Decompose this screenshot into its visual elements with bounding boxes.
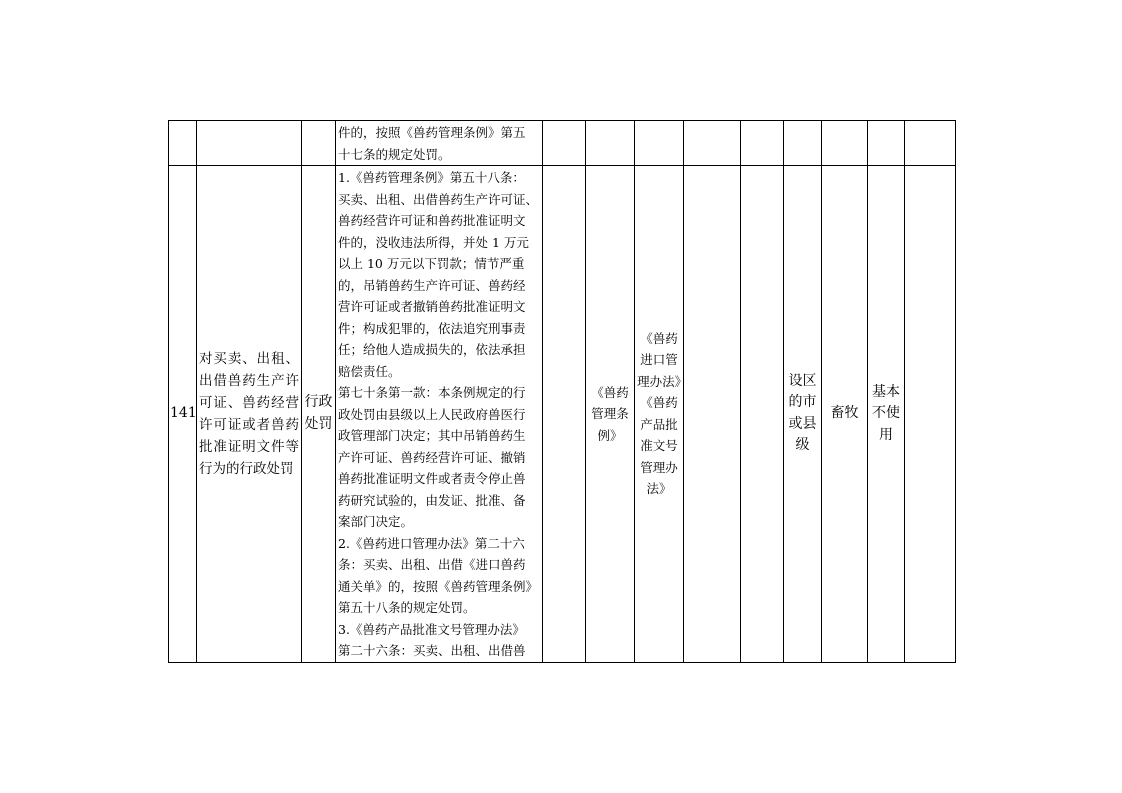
cell-empty (741, 166, 784, 663)
cell-usage: 基本不使用 (868, 166, 905, 663)
cell-department: 畜牧 (822, 166, 868, 663)
table-row-141 (169, 166, 956, 663)
cell-empty (905, 121, 956, 166)
basis-line: 兽药批准证明文件或者责令停止兽 (338, 471, 526, 486)
cell-category: 行政处罚 (302, 166, 336, 663)
basis-line: 1.《兽药管理条例》第五十八条： (338, 170, 525, 185)
basis-line: 第五十八条的规定处罚。 (338, 600, 476, 615)
basis-line: 件的，没收违法所得，并处 1 万元 (338, 234, 529, 250)
cell-empty (784, 121, 822, 166)
cell-empty (822, 121, 868, 166)
basis-line: 案部门决定。 (338, 514, 414, 529)
cell-empty (543, 121, 586, 166)
basis-line: 药研究试验的，由发证、批准、备 (338, 492, 526, 508)
cell-basis-continued (336, 121, 543, 166)
basis-line: 任；给他人造成损失的，依法承担 (338, 342, 526, 357)
cell-rules: 《兽药进口管理办法》《兽药产品批准文号管理办法》 (635, 166, 684, 663)
table-row-continued (169, 121, 956, 166)
cell-law: 《兽药管理条例》 (586, 166, 635, 663)
cell-empty (905, 166, 956, 663)
basis-line: 2.《兽药进口管理办法》第二十六 (338, 535, 525, 551)
basis-line: 产许可证、兽药经营许可证、撤销 (338, 449, 526, 465)
cell-empty (635, 121, 684, 166)
basis-line: 十七条的规定处罚。 (338, 146, 451, 162)
basis-line: 以上 10 万元以下罚款；情节严重 (338, 256, 525, 271)
basis-line: 条：买卖、出租、出借《进口兽药 (338, 557, 526, 572)
cell-level: 设区的市或县级 (784, 166, 822, 663)
enforcement-table (168, 120, 956, 663)
basis-line: 营许可证或者撤销兽药批准证明文 (338, 299, 526, 314)
basis-line: 3.《兽药产品批准文号管理办法》 (338, 621, 525, 637)
basis-line: 件；构成犯罪的，依法追究刑事责 (338, 320, 526, 336)
basis-line: 政管理部门决定；其中吊销兽药生 (338, 428, 526, 443)
basis-line: 兽药经营许可证和兽药批准证明文 (338, 213, 526, 228)
basis-line: 第七十条第一款：本条例规定的行 (338, 385, 526, 400)
cell-category-empty (302, 121, 336, 166)
basis-line: 买卖、出租、出借兽药生产许可证、 (338, 191, 539, 207)
basis-line: 件的，按照《兽药管理条例》第五 (338, 125, 526, 140)
cell-item-empty (197, 121, 302, 166)
basis-line: 赔偿责任。 (338, 363, 401, 379)
basis-line: 政处罚由县级以上人民政府兽医行 (338, 406, 526, 422)
cell-number-empty (169, 121, 197, 166)
basis-line: 的，吊销兽药生产许可证、兽药经 (338, 277, 526, 293)
cell-empty (684, 166, 741, 663)
cell-number: 141 (169, 166, 197, 663)
cell-basis (336, 166, 543, 663)
cell-empty (543, 166, 586, 663)
cell-empty (586, 121, 635, 166)
cell-empty (868, 121, 905, 166)
cell-empty (684, 121, 741, 166)
basis-line: 第二十六条：买卖、出租、出借兽 (338, 643, 526, 658)
basis-line: 通关单》的，按照《兽药管理条例》 (338, 578, 539, 594)
cell-item-name: 对买卖、出租、出借兽药生产许可证、兽药经营许可证或者兽药批准证明文件等行为的行政处罚 (197, 166, 302, 663)
cell-empty (741, 121, 784, 166)
